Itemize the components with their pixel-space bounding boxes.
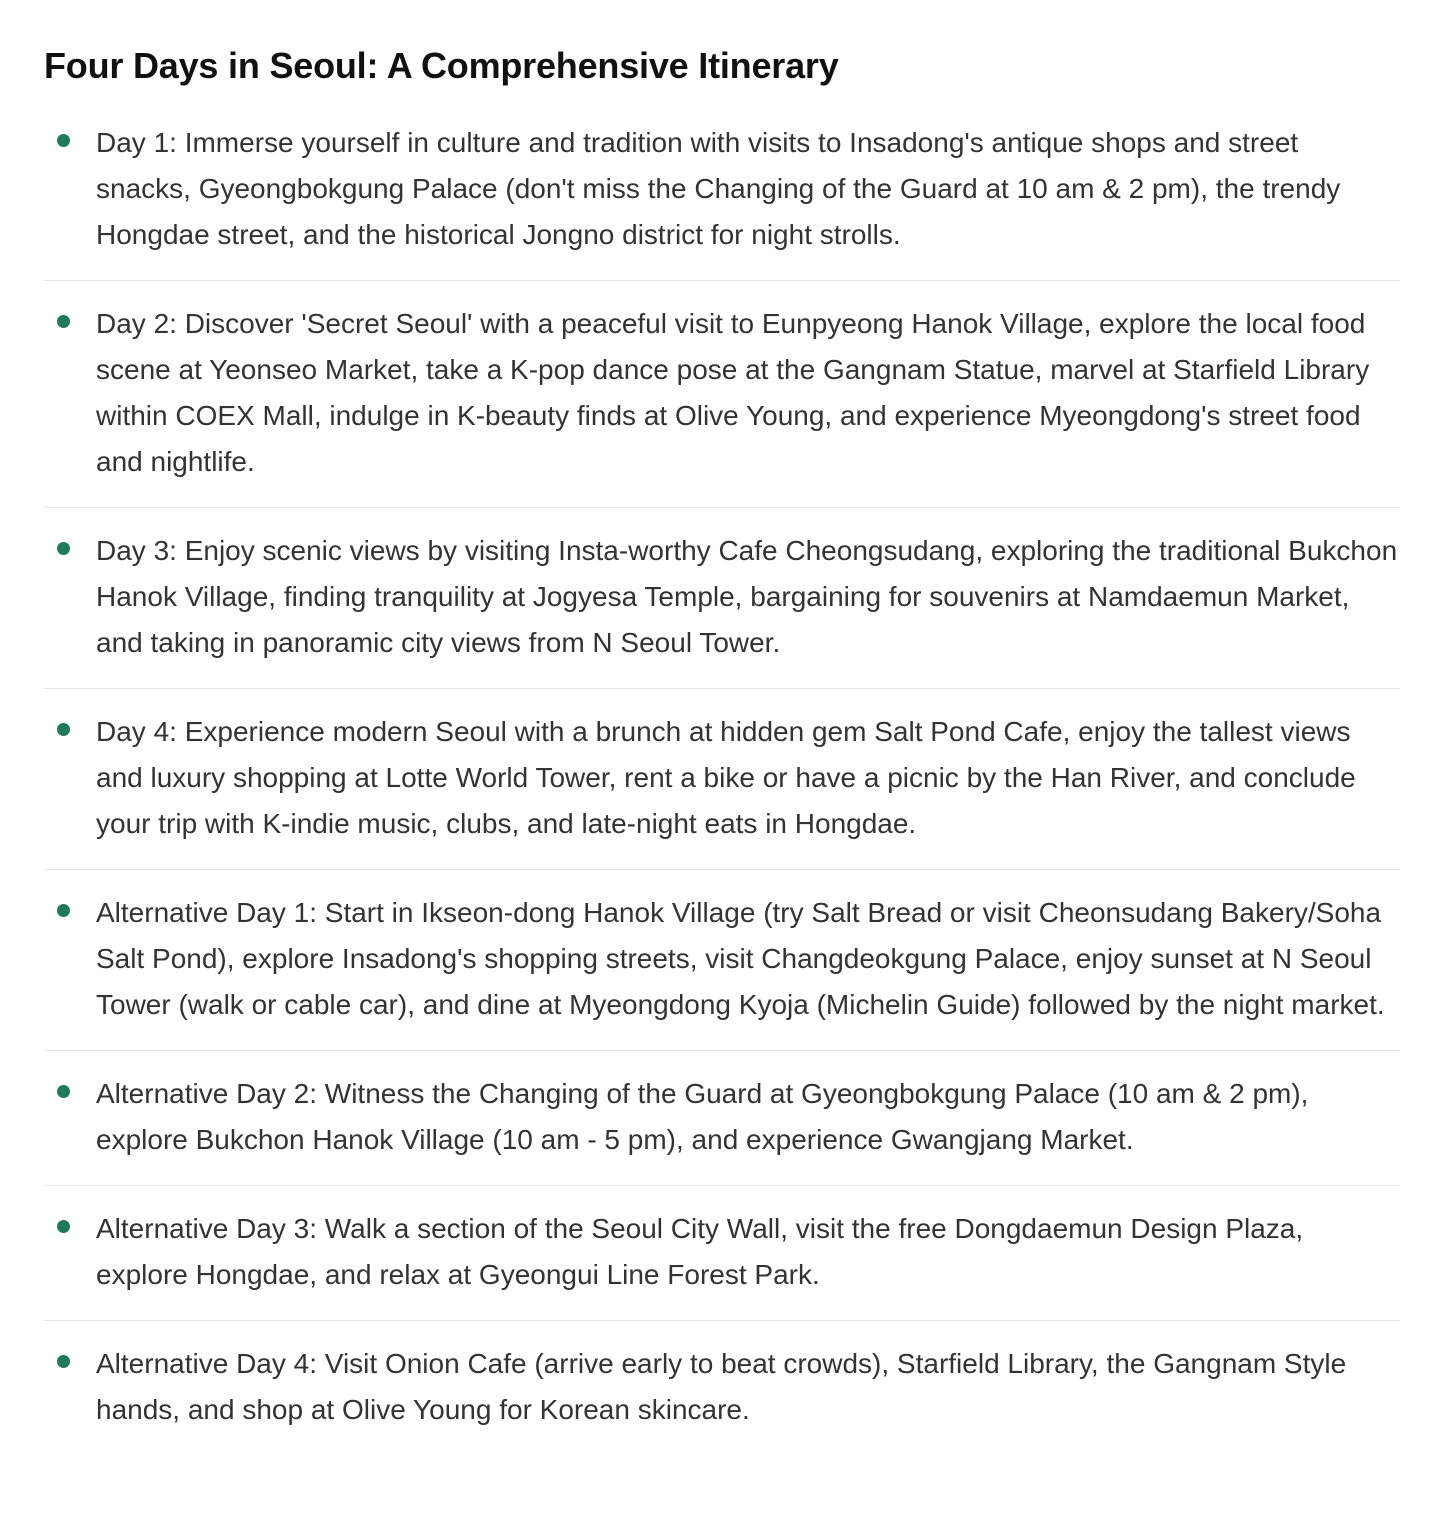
bullet-dot-icon [57, 1220, 70, 1233]
list-item-text: Day 3: Enjoy scenic views by visiting Insta-worthy Cafe Cheongsudang, exploring the traditional Bukchon Hanok Village, finding tranquility at Jogyesa Temple, bargaining for souvenirs at Namdaemun Market, and taking in panoramic city views from N Seoul Tower. [96, 535, 1398, 658]
list-item-day-1 [44, 120, 1400, 281]
page-title: Four Days in Seoul: A Comprehensive Itinerary [44, 45, 839, 86]
list-item-text: Alternative Day 4: Visit Onion Cafe (arrive early to beat crowds), Starfield Library, the Gangnam Style hands, and shop at Olive Young for Korean skincare. [96, 1348, 1347, 1425]
list-item-text: Day 4: Experience modern Seoul with a brunch at hidden gem Salt Pond Cafe, enjoy the tallest views and luxury shopping at Lotte World Tower, rent a bike or have a picnic by the Han River, and conclude your trip with K-indie music, clubs, and late-night eats in Hongdae. [96, 716, 1356, 839]
bullet-container [44, 301, 96, 347]
bullet-dot-icon [57, 1085, 70, 1098]
bullet-container [44, 120, 96, 166]
bullet-container [44, 1206, 96, 1252]
bullet-container [44, 890, 96, 936]
list-item-day-2 [44, 301, 1400, 508]
bullet-container [44, 1071, 96, 1117]
bullet-dot-icon [57, 1355, 70, 1368]
itinerary-list [44, 120, 1400, 1455]
bullet-dot-icon [57, 542, 70, 555]
bullet-container [44, 528, 96, 574]
list-item-text: Alternative Day 1: Start in Ikseon-dong Hanok Village (try Salt Bread or visit Cheonsudang Bakery/Soha Salt Pond), explore Insadong's shopping streets, visit Changdeokgung Palace, enjoy sunset at N Seoul Tower (walk or cable car), and dine at Myeongdong Kyoja (Michelin Guide) followed by the night market. [96, 897, 1385, 1020]
list-item-text: Alternative Day 3: Walk a section of the Seoul City Wall, visit the free Dongdaemun Design Plaza, explore Hongdae, and relax at Gyeongui Line Forest Park. [96, 1213, 1304, 1290]
bullet-container [44, 709, 96, 755]
list-item-text: Day 2: Discover 'Secret Seoul' with a peaceful visit to Eunpyeong Hanok Village, explore the local food scene at Yeonseo Market, take a K-pop dance pose at the Gangnam Statue, marvel at Starfield Library within COEX Mall, indulge in K-beauty finds at Olive Young, and experience Myeongdong's street food and nightlife. [96, 308, 1370, 477]
bullet-dot-icon [57, 904, 70, 917]
list-item-alt-day-1 [44, 890, 1400, 1051]
bullet-container [44, 1341, 96, 1387]
list-item-alt-day-4 [44, 1341, 1400, 1455]
bullet-dot-icon [57, 315, 70, 328]
bullet-dot-icon [57, 134, 70, 147]
list-item-alt-day-2 [44, 1071, 1400, 1186]
list-item-alt-day-3 [44, 1206, 1400, 1321]
list-item-day-4 [44, 709, 1400, 870]
bullet-dot-icon [57, 723, 70, 736]
list-item-text: Day 1: Immerse yourself in culture and tradition with visits to Insadong's antique shops and street snacks, Gyeongbokgung Palace (don't miss the Changing of the Guard at 10 am & 2 pm), the trendy Hongdae street, and the historical Jongno district for night strolls. [96, 127, 1341, 250]
list-item-day-3 [44, 528, 1400, 689]
list-item-text: Alternative Day 2: Witness the Changing of the Guard at Gyeongbokgung Palace (10 am & 2 pm), explore Bukchon Hanok Village (10 am - 5 pm), and experience Gwangjang Market. [96, 1078, 1309, 1155]
